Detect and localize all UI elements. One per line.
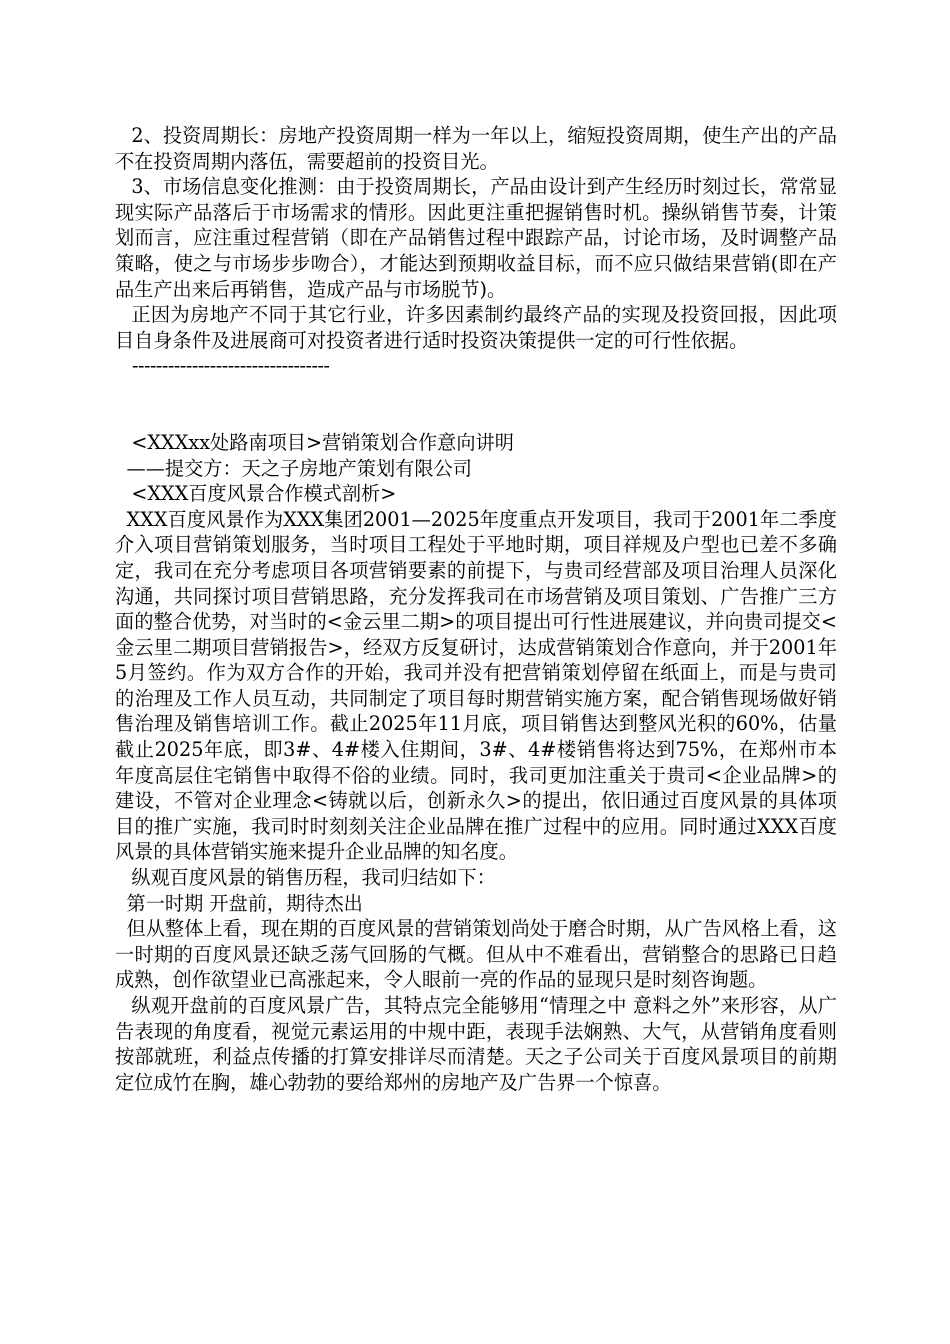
section-subtitle: <XXX百度风景合作模式剖析> [131, 482, 397, 506]
section-title: <XXXxx处路南项目>营销策划合作意向讲明 [131, 430, 514, 454]
paragraph-phase-one: 第一时期 开盘前，期待杰出 [126, 891, 363, 915]
paragraph-pre-opening-ads: 纵观开盘前的百度风景广告，其特点完全能够用“情理之中 意料之外”来形容，从广告表现的角度看，视觉元素运用的中规中距，表现手法娴熟、大气，从营销角度看则按部就班，利益点传播的打算安排详尽而清楚。天之子公司关于百度风景项目的前期定位成竹在胸，雄心勃勃的要给郑州的房地产及广告界一个惊喜。 [115, 994, 837, 1094]
paragraph-cooperation: XXX百度风景作为XXX集团2001—2025年度重点开发项目，我司于2001年二季度介入项目营销策划服务，当时项目工程处于平地时期，项目祥规及户型也已差不多确定，我司在充分考虑项目各项营销要素的前提下，与贵司经营部及项目治理人员深化沟通，共同探讨项目营销思路，充分发挥我司在市场营销及项目策划、广告推广三方面的整合优势，对当时的<金云里二期>的项目提出可行性进展建议，并向贵司提交<金云里二期项目营销报告>，经双方反复研讨，达成营销策划合作意向，并于2001年5月签约。作为双方合作的开始，我司并没有把营销策划停留在纸面上，而是与贵司的治理及工作人员互动，共同制定了项目每时期营销实施方案，配合销售现场做好销售治理及销售培训工作。截止2025年11月底，项目销售达到整风光积的60%，估量截止2025年底，即3#、4#楼入住期间，3#、4#楼销售将达到75%，在郑州市本年度高层住宅销售中取得不俗的业绩。同时，我司更加注重关于贵司<企业品牌>的建设，不管对企业理念<铸就以后，创新永久>的提出，依旧通过百度风景的具体项目的推广实施，我司时时刻刻关注企业品牌在推广过程中的应用。同时通过XXX百度风景的具体营销实施来提升企业品牌的知名度。 [115, 507, 837, 864]
paragraph-sales-history: 纵观百度风景的销售历程，我司归结如下： [131, 866, 496, 890]
paragraph-conclusion: 正因为房地产不同于其它行业，许多因素制约最终产品的实现及投资回报，因此项目自身条件及进展商可对投资者进行适时投资决策提供一定的可行性依据。 [115, 303, 837, 352]
submitter-line: ——提交方：天之子房地产策划有限公司 [126, 456, 472, 480]
paragraph-market-forecast: 3、市场信息变化推测：由于投资周期长，产品由设计到产生经历时刻过长，常常显现实际产品落后于市场需求的情形。因此更注重把握销售时机。操纵销售节奏，计策划而言，应注重过程营销（即在产品销售过程中跟踪产品，讨论市场，及时调整产品策略，使之与市场步步吻合），才能达到预期收益目标，而不应只做结果营销(即在产品生产出来后再销售，造成产品与市场脱节)。 [115, 175, 837, 301]
document-page [115, 123, 837, 1095]
paragraph-investment-cycle: 2、投资周期长：房地产投资周期一样为一年以上，缩短投资周期，使生产出的产品不在投资周期内落伍，需要超前的投资目光。 [115, 124, 837, 173]
separator-line: --------------------------------- [132, 354, 330, 378]
spacer [115, 379, 837, 430]
paragraph-overall-view: 但从整体上看，现在期的百度风景的营销策划尚处于磨合时期，从广告风格上看，这一时期的百度风景还缺乏荡气回肠的气概。但从中不难看出，营销整合的思路已日趋成熟，创作欲望业已高涨起来，令人眼前一亮的作品的显现只是时刻咨询题。 [115, 917, 837, 992]
